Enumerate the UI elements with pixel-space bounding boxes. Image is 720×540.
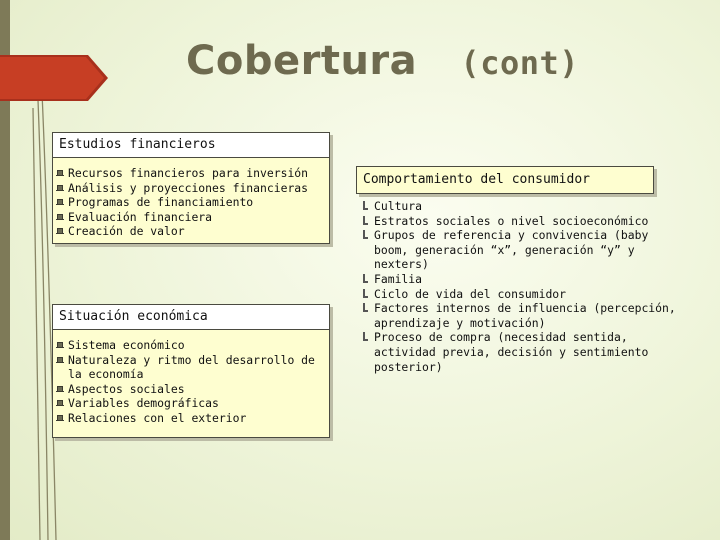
list-item: Variables demográficas <box>57 396 327 411</box>
list-item: Programas de financiamiento <box>57 195 327 210</box>
arrow-bullet-icon <box>363 201 368 210</box>
list-item: Relaciones con el exterior <box>57 411 327 426</box>
title-sub: (cont) <box>460 44 580 82</box>
list-item: Grupos de referencia y convivencia (baby boom, generación “x”, generación “y” y nexters) <box>363 228 683 272</box>
situacion-header: Situación económica <box>52 304 330 330</box>
list-item: Cultura <box>363 199 683 214</box>
list-item: Ciclo de vida del consumidor <box>363 287 683 302</box>
arrow-bullet-icon <box>363 303 368 312</box>
list-item: Sistema económico <box>57 338 327 353</box>
red-arrow-icon <box>0 55 108 101</box>
bullet-icon <box>57 214 63 220</box>
bullet-icon <box>57 400 63 406</box>
list-item: Factores internos de influencia (percepción, aprendizaje y motivación) <box>363 301 683 330</box>
comportamiento-list <box>363 199 683 374</box>
title-main: Cobertura <box>186 38 418 84</box>
estudios-list <box>57 166 327 239</box>
list-item: Proceso de compra (necesidad sentida, actividad previa, decisión y sentimiento posterior) <box>363 330 683 374</box>
list-item: Estratos sociales o nivel socioeconómico <box>363 214 683 229</box>
page-title <box>186 38 579 84</box>
bullet-icon <box>57 357 63 363</box>
arrow-bullet-icon <box>363 289 368 298</box>
list-item: Evaluación financiera <box>57 210 327 225</box>
list-item: Análisis y proyecciones financieras <box>57 181 327 196</box>
list-item: Naturaleza y ritmo del desarrollo de la economía <box>57 353 327 382</box>
comportamiento-header: Comportamiento del consumidor <box>363 172 590 187</box>
list-item: Recursos financieros para inversión <box>57 166 327 181</box>
list-item: Creación de valor <box>57 224 327 239</box>
arrow-bullet-icon <box>363 332 368 341</box>
list-item: Familia <box>363 272 683 287</box>
arrow-bullet-icon <box>363 230 368 239</box>
situacion-list <box>57 338 327 426</box>
bullet-icon <box>57 199 63 205</box>
bullet-icon <box>57 342 63 348</box>
arrow-bullet-icon <box>363 274 368 283</box>
bullet-icon <box>57 386 63 392</box>
bullet-icon <box>57 170 63 176</box>
bullet-icon <box>57 415 63 421</box>
list-item: Aspectos sociales <box>57 382 327 397</box>
decor-line-1 <box>33 108 40 540</box>
estudios-header: Estudios financieros <box>52 132 330 158</box>
arrow-bullet-icon <box>363 216 368 225</box>
bullet-icon <box>57 228 63 234</box>
bullet-icon <box>57 185 63 191</box>
